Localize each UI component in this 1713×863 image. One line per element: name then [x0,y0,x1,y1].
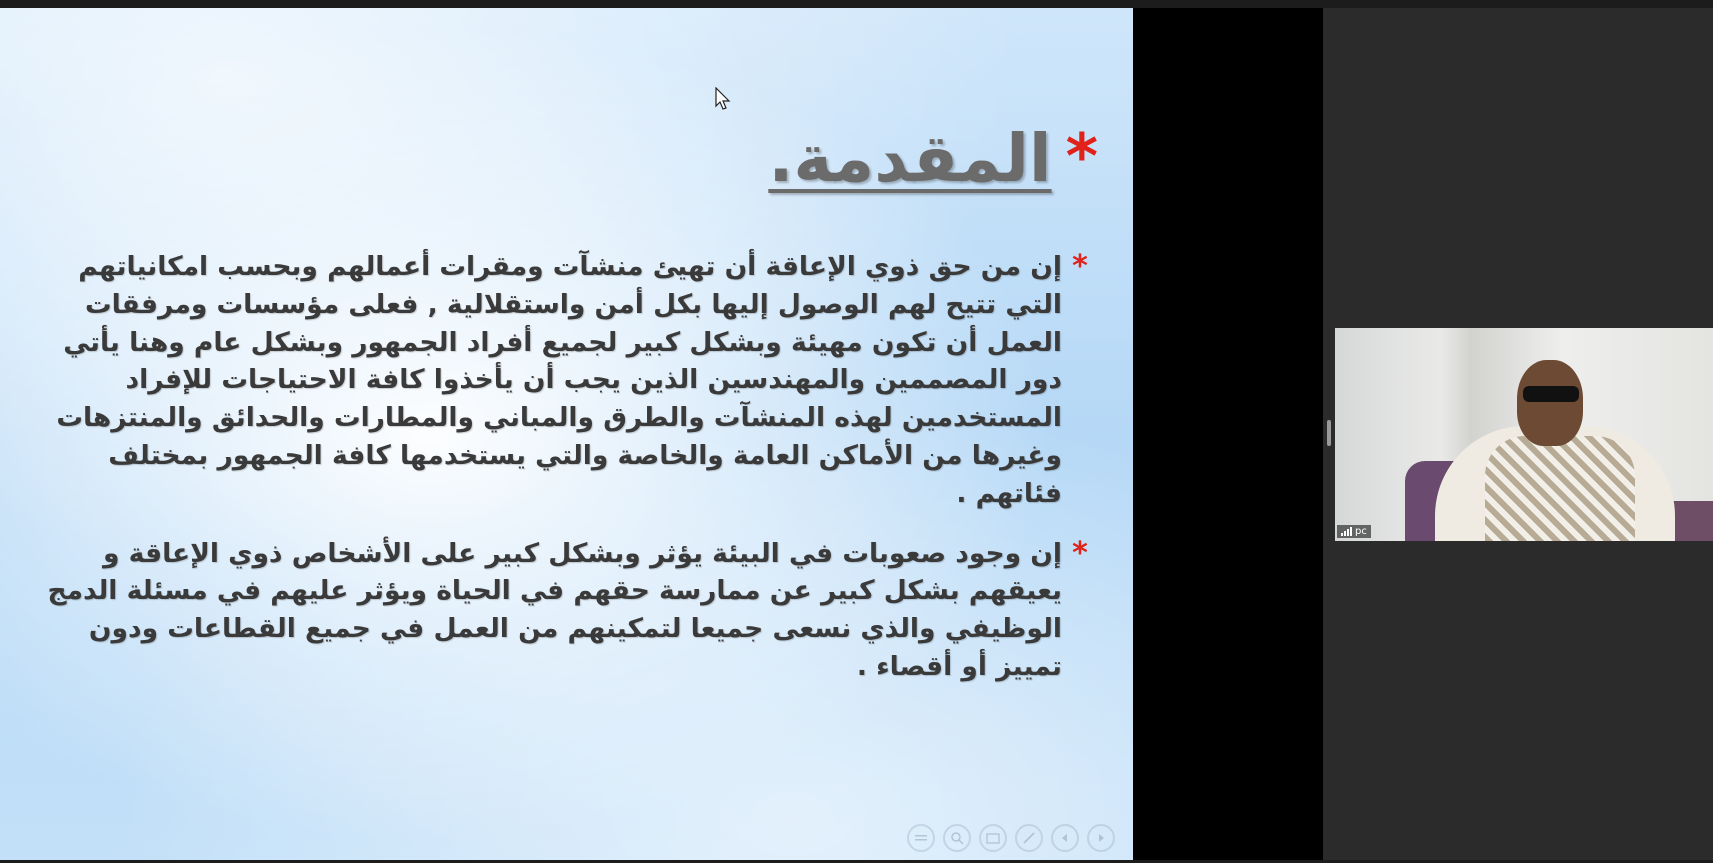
participant-name: pc [1355,526,1367,537]
bullet-item [43,248,1098,513]
participant-name-badge [1337,525,1371,538]
presentation-slide [0,8,1133,860]
slide-bullets [43,248,1098,708]
participant-head [1517,360,1583,446]
zoom-icon[interactable] [943,824,971,852]
bullet-item [43,535,1098,686]
bullet-marker: * [1072,535,1088,571]
slideshow-controls [907,824,1115,852]
title-marker: * [1065,120,1098,193]
panel-resize-handle[interactable] [1327,420,1331,446]
menu-icon[interactable] [907,824,935,852]
mouse-pointer-icon [715,87,731,111]
participant-video-tile[interactable] [1335,328,1713,541]
bullet-text: إن من حق ذوي الإعاقة أن تهيئ منشآت ومقرات أعمالهم وبحسب امكانياتهم التي تتيح لهم الوصول إليها بكل أمن واستقلالية , فعلى مؤسسات ومرفقات العمل أن تكون مهيئة وبشكل كبير لجميع أفراد الجمهور وبشكل عام وهنا يأتي دور المصممين والمهندسين الذين يجب أن يأخذوا كافة الاحتياجات للإفراد المستخدمين لهذه المنشآت والطرق والمباني والمطارات والحدائق والمنتزهات وغيرها من الأماكن العامة والخاصة والتي يستخدمها كافة الجمهور بمختلف فئاتهم . [56,251,1062,509]
next-icon[interactable] [1087,824,1115,852]
prev-icon[interactable] [1051,824,1079,852]
signal-strength-icon [1341,527,1352,536]
bullet-text: إن وجود صعوبات في البيئة يؤثر وبشكل كبير على الأشخاص ذوي الإعاقة و يعيقهم بشكل كبير عن ممارسة حقهم في الحياة ويؤثر عليهم في مسئلة الدمج الوظيفي والذي نسعى جميعا لتمكينهم من العمل في جميع القطاعات ودون تمييز أو أقصاء . [47,537,1062,682]
window-top-bar [0,0,1713,8]
participant-sunglasses [1523,386,1579,402]
slide-title: المقدمة. [768,120,1052,197]
shared-screen-area [0,8,1323,860]
video-background-cushion [1673,501,1713,541]
pen-icon[interactable] [1015,824,1043,852]
participant-scarf [1485,436,1635,541]
bullet-marker: * [1072,249,1088,284]
slides-icon[interactable] [979,824,1007,852]
slide-title-row [768,116,1098,202]
